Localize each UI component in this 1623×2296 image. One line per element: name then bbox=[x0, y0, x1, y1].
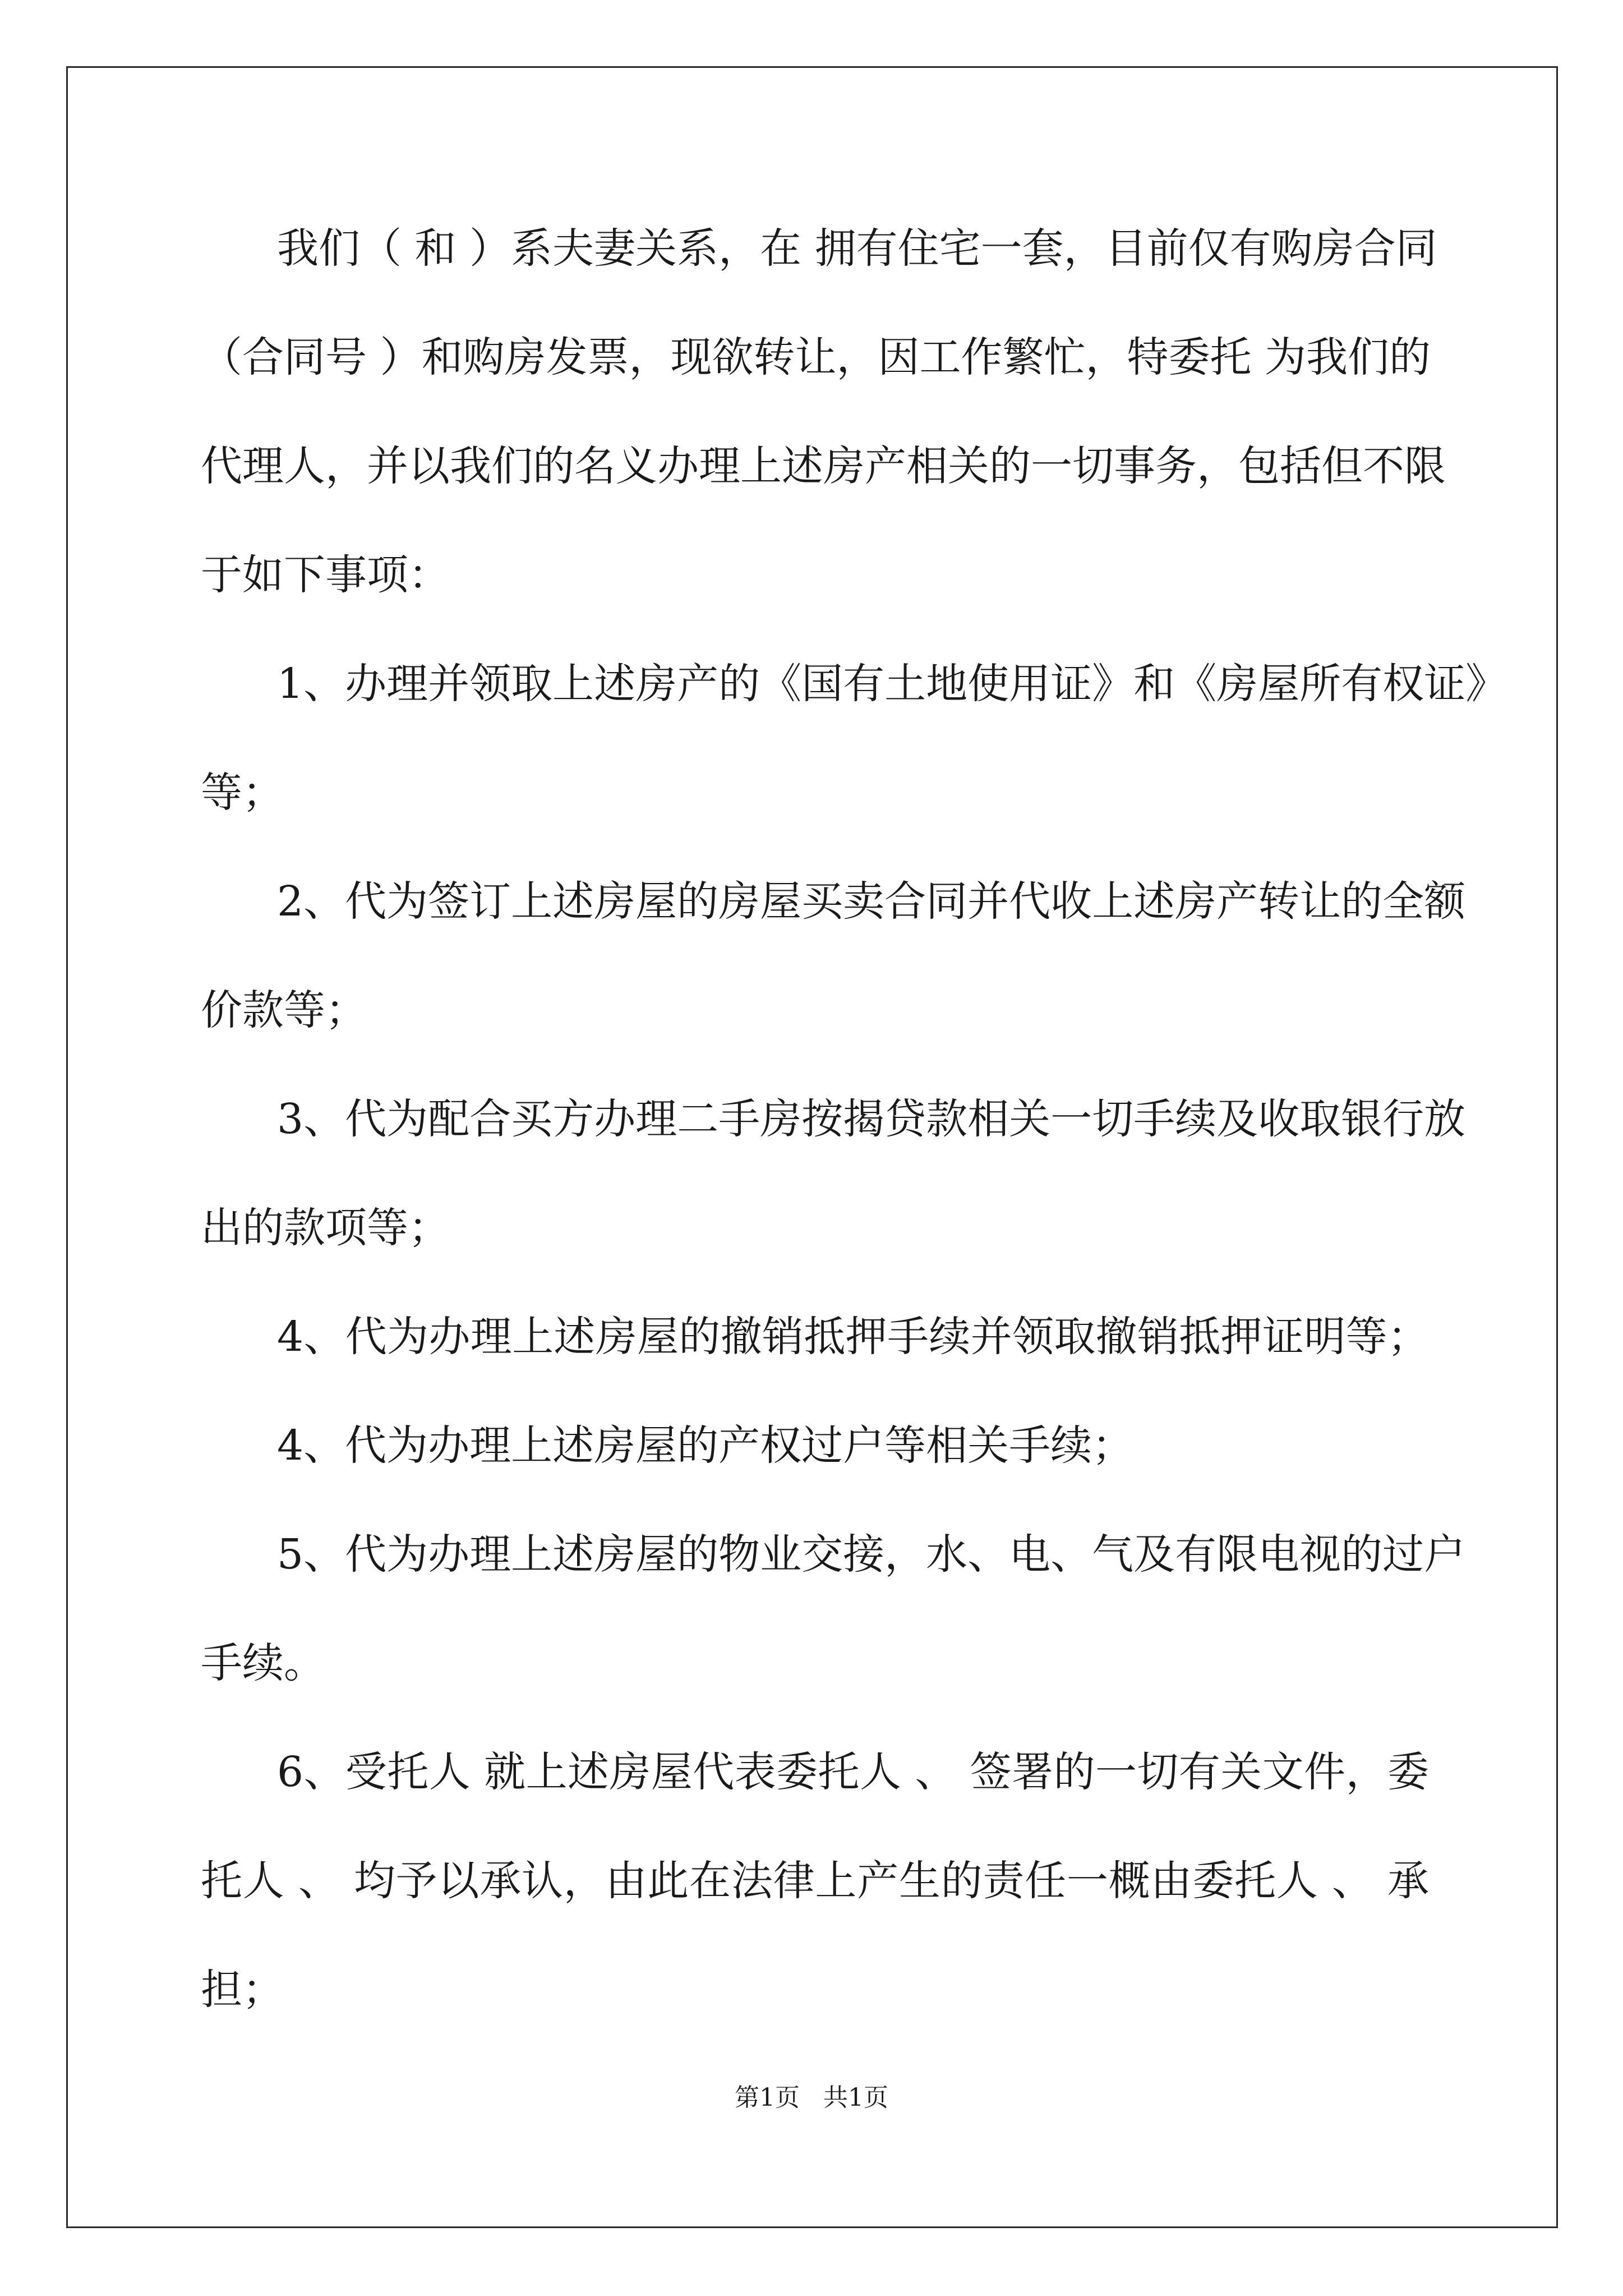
page-number: 第1页 bbox=[735, 2083, 800, 2112]
item-4b-line: 4、代为办理上述房屋的产权过户等相关手续； bbox=[277, 1421, 1134, 1470]
item-4a-line: 4、代为办理上述房屋的撤销抵押手续并领取撤销抵押证明等； bbox=[277, 1313, 1429, 1361]
item-2-line-1: 2、代为签订上述房屋的房屋买卖合同并代收上述房产转让的全额 bbox=[277, 877, 1466, 926]
paragraph-1-line-4: 于如下事项： bbox=[201, 551, 450, 599]
paragraph-1-line-1: 我们（ 和 ）系夫妻关系，在 拥有住宅一套，目前仅有购房合同 bbox=[277, 224, 1437, 273]
item-1-line-1: 1、办理并领取上述房产的《国有土地使用证》和《房屋所有权证》 bbox=[277, 660, 1507, 708]
page-footer bbox=[0, 2081, 1623, 2115]
item-6-line-3: 担； bbox=[201, 1966, 284, 2014]
item-6-line-1: 6、受托人 就上述房屋代表委托人 、 签署的一切有关文件，委 bbox=[277, 1748, 1429, 1796]
paragraph-1-line-2: （合同号 ）和购房发票，现欲转让，因工作繁忙，特委托 为我们的 bbox=[201, 333, 1431, 381]
item-1-line-2: 等； bbox=[201, 769, 284, 817]
item-5-line-2: 手续。 bbox=[201, 1639, 325, 1687]
page-total: 共1页 bbox=[823, 2083, 888, 2112]
item-3-line-2: 出的款项等； bbox=[201, 1204, 450, 1252]
item-3-line-1: 3、代为配合买方办理二手房按揭贷款相关一切手续及收取银行放 bbox=[277, 1095, 1466, 1143]
paragraph-1-line-3: 代理人，并以我们的名义办理上述房产相关的一切事务，包括但不限 bbox=[201, 442, 1446, 490]
item-5-line-1: 5、代为办理上述房屋的物业交接，水、电、气及有限电视的过户 bbox=[277, 1530, 1466, 1579]
item-2-line-2: 价款等； bbox=[201, 986, 367, 1034]
item-6-line-2: 托人 、 均予以承认，由此在法律上产生的责任一概由委托人 、 承 bbox=[201, 1857, 1429, 1905]
